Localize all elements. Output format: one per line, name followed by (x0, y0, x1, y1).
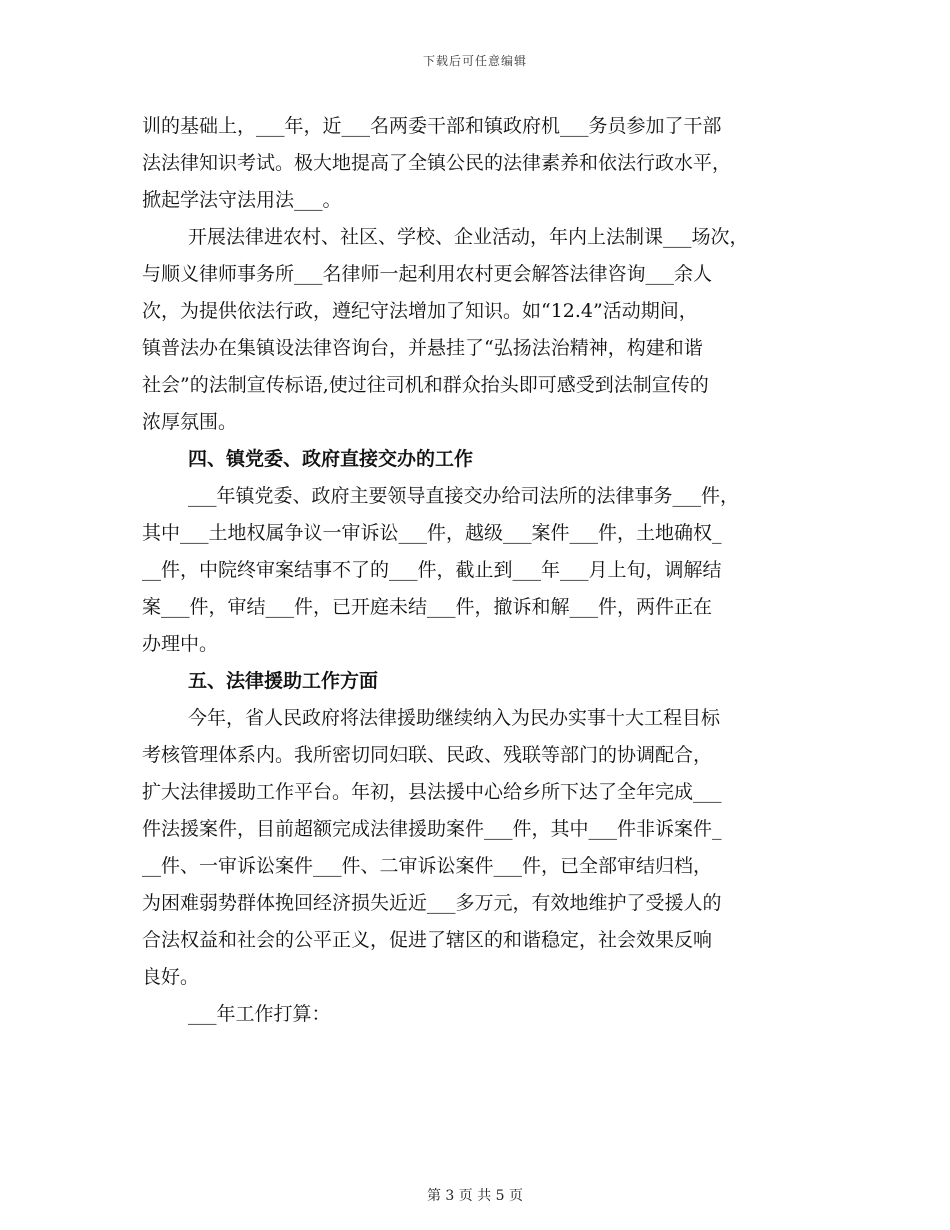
paragraph-line: 办理中。 (142, 633, 219, 655)
paragraph-line: 考核管理体系内。我所密切同妇联、民政、残联等部门的协调配合， (142, 744, 713, 766)
paragraph-line: ___年镇党委、政府主要领导直接交办给司法所的法律事务___件， (188, 485, 740, 507)
section-heading-4: 四、镇党委、政府直接交办的工作 (188, 448, 474, 470)
paragraph-line: 今年，省人民政府将法律援助继续纳入为民办实事十大工程目标 (188, 707, 721, 729)
section-heading-5: 五、法律援助工作方面 (188, 670, 379, 692)
paragraph-line: __件、一审诉讼案件___件、二审诉讼案件___件，已全部审结归档， (142, 855, 713, 877)
paragraph-line: 良好。 (142, 966, 200, 988)
paragraph-line: __件，中院终审案结事不了的___件，截止到___年___月上旬，调解结 (142, 559, 722, 581)
paragraph-line: ___年工作打算： (188, 1003, 331, 1025)
paragraph-line: 为困难弱势群体挽回经济损失近近___多万元，有效地维护了受援人的 (142, 892, 722, 914)
paragraph-line: 法法律知识考试。极大地提高了全镇公民的法律素养和依法行政水平， (142, 152, 732, 174)
paragraph-line: 其中___土地权属争议一审诉讼___件，越级___案件___件，土地确权_ (142, 522, 722, 544)
document-body (142, 108, 812, 1033)
page-number: 第 3 页 共 5 页 (426, 1188, 524, 1204)
paragraph-line: 与顺义律师事务所___名律师一起利用农村更会解答法律咨询___余人 (142, 263, 713, 285)
paragraph-line: 浓厚氛围。 (142, 411, 238, 433)
paragraph-line: 镇普法办在集镇设法律咨询台，并悬挂了“弘扬法治精神，构建和谐 (142, 337, 703, 359)
paragraph-line: 社会”的法制宣传标语,使过往司机和群众抬头即可感受到法制宣传的 (142, 374, 709, 396)
paragraph-line: 训的基础上，___年，近___名两委干部和镇政府机___务员参加了干部 (142, 115, 722, 137)
paragraph-line: 扩大法律援助工作平台。年初，县法援中心给乡所下达了全年完成___ (142, 781, 722, 803)
paragraph-line: 开展法律进农村、社区、学校、企业活动，年内上法制课___场次， (188, 226, 749, 248)
paragraph-line: 合法权益和社会的公平正义，促进了辖区的和谐稳定，社会效果反响 (142, 929, 713, 951)
paragraph-line: 掀起学法守法用法___。 (142, 189, 342, 211)
page-header-note: 下载后可任意编辑 (422, 54, 527, 68)
paragraph-line: 件法援案件，目前超额完成法律援助案件___件，其中___件非诉案件_ (142, 818, 722, 840)
paragraph-line: 案___件，审结___件，已开庭未结___件，撤诉和解___件，两件正在 (142, 596, 713, 618)
paragraph-line: 次，为提供依法行政，遵纪守法增加了知识。如“12.4”活动期间， (142, 300, 698, 322)
